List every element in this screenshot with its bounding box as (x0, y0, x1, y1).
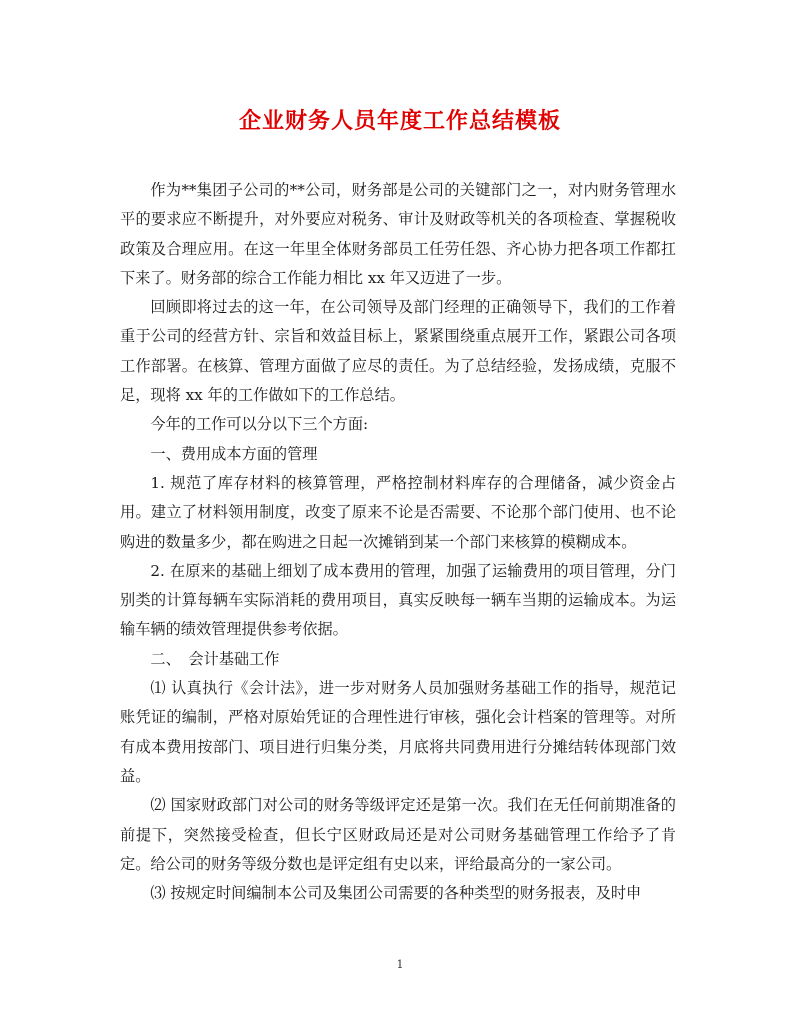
paragraph-sub-item-3: ⑶ 按规定时间编制本公司及集团公司需要的各种类型的财务报表，及时申 (150, 884, 642, 903)
section-heading-accounting-basics: 二、 会计基础工作 (150, 649, 280, 668)
section-heading-cost-management: 一、费用成本方面的管理 (150, 444, 318, 463)
paragraph-item-1: 1. 规范了库存材料的核算管理，严格控制材料库存的合理储备，减少资金占用。建立了材料领用制度，改变了原来不论是否需要、不论那个部门使用、也不论购进的数量多少，都在购进之日起一次摊销到某一个部门来核算的模糊成本。 (120, 473, 676, 551)
paragraph-intro: 作为**集团子公司的**公司，财务部是公司的关键部门之一，对内财务管理水平的要求应不断提升，对外要应对税务、审计及财政等机关的各项检查、掌握税收政策及合理应用。在这一年里全体财务部员工任劳任怨、齐心协力把各项工作都扛下来了。财务部的综合工作能力相比 xx 年又迈进了一步。 (120, 181, 676, 287)
page-number: 1 (396, 958, 404, 971)
paragraph-review: 回顾即将过去的这一年，在公司领导及部门经理的正确领导下，我们的工作着重于公司的经营方针、宗旨和效益目标上，紧紧围绕重点展开工作，紧跟公司各项工作部署。在核算、管理方面做了应尽的责任。为了总结经验，发扬成绩，克服不足，现将 xx 年的工作做如下的工作总结。 (120, 298, 676, 405)
document-body (120, 176, 676, 908)
paragraph-sub-item-2: ⑵ 国家财政部门对公司的财务等级评定还是第一次。我们在无任何前期准备的前提下，突然接受检查，但长宁区财政局还是对公司财务基础管理工作给予了肯定。给公司的财务等级分数也是评定组有史以来，评给最高分的一家公司。 (120, 796, 676, 873)
paragraph-item-2: 2. 在原来的基础上细划了成本费用的管理，加强了运输费用的项目管理，分门别类的计算每辆车实际消耗的费用项目，真实反映每一辆车当期的运输成本。为运输车辆的绩效管理提供参考依据。 (120, 561, 676, 639)
document-title: 企业财务人员年度工作总结模板 (238, 108, 561, 134)
paragraph-sub-item-1: ⑴ 认真执行《会计法》，进一步对财务人员加强财务基础工作的指导，规范记账凭证的编制，严格对原始凭证的合理性进行审核，强化会计档案的管理等。对所有成本费用按部门、项目进行归集分类，月底将共同费用进行分摊结转体现部门效益。 (120, 679, 676, 785)
paragraph-three-aspects: 今年的工作可以分以下三个方面: (150, 415, 369, 434)
